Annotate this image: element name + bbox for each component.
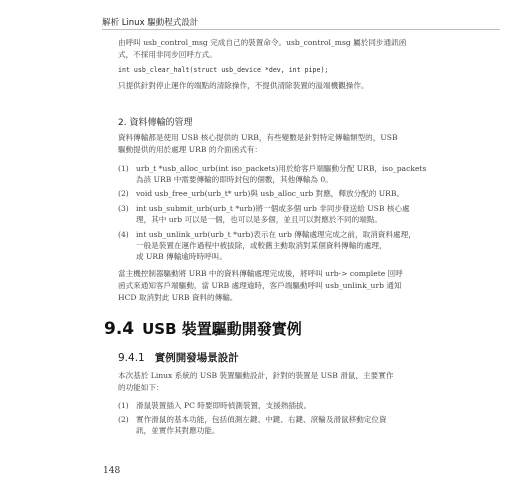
list-line: 或 URB 傳輸逾時時呼叫。 bbox=[136, 252, 227, 261]
list-number: (4) bbox=[118, 230, 129, 239]
list-line: urb_t *usb_alloc_urb(int iso_packets)用於給客戶端驅動分配 URB，iso_packets bbox=[136, 164, 427, 173]
list-line: 一般是裝置在運作過程中被拔除，或較舊主動取消對某個資料傳輸的處理， bbox=[136, 241, 387, 250]
running-title: 解析 Linux 驅動程式設計 bbox=[102, 18, 199, 28]
list-item bbox=[118, 414, 508, 436]
list-item bbox=[118, 203, 508, 225]
list-line: void usb_free_urb(urb_t* urb)與 usb_alloc_urb 對應，釋放分配的 URB。 bbox=[136, 189, 405, 198]
list-item bbox=[118, 400, 508, 411]
list-item bbox=[118, 188, 508, 199]
page-number: 148 bbox=[103, 466, 121, 476]
section2-after-line-3: HCD 取消對此 URB 資料的傳輸。 bbox=[118, 293, 238, 302]
subsection-heading-9-4-1 bbox=[118, 350, 239, 365]
list-number: (1) bbox=[118, 401, 129, 410]
list-line: int usb_submit_urb(urb_t *urb)將一個或多個 urb 非同步發送給 USB 核心處 bbox=[136, 204, 410, 213]
section94-para-line-1: 本次基於 Linux 系統的 USB 裝置驅動設計，針對的裝置是 USB 滑鼠，主要實作 bbox=[118, 371, 394, 380]
intro-line-2: 式，不採用非同步回呼方式。 bbox=[118, 50, 217, 59]
list-item bbox=[118, 163, 508, 185]
subsection-number: 9.4.1 bbox=[118, 352, 145, 364]
intro-line-3: 只提供針對停止運作的端點的清除操作，不提供清除裝置的溢端機觀操作。 bbox=[118, 81, 369, 90]
section2-after-line-2: 函式來通知客戶端驅動，當 URB 處理逾時，客戶端驅動呼叫 usb_unlink_urb 通知 bbox=[118, 281, 402, 290]
section2-after-line-1: 當主機控制器驅動將 URB 中的資料傳輸處理完成後，將呼叫 urb-> complete 回呼 bbox=[118, 269, 403, 278]
list-line: 理，其中 urb 可以是一個，也可以是多個，並且可以對應於不同的端點。 bbox=[136, 215, 383, 224]
code-usb-clear-halt: int usb_clear_halt(struct usb_device *dev, int pipe); bbox=[118, 66, 329, 74]
section94-para-line-2: 的功能如下： bbox=[118, 383, 164, 392]
list-line: 訊，並實作其對應功能。 bbox=[136, 426, 220, 435]
list-item bbox=[118, 229, 508, 262]
section-heading-9-4 bbox=[104, 318, 302, 339]
list-line: 實作滑鼠的基本功能，包括偵測左鍵、中鍵、右鍵、滾輪及滑鼠移動定位資 bbox=[136, 415, 387, 424]
intro-line-1: 由呼叫 usb_control_msg 完成自己的裝置命令。usb_control_msg 屬於同步通訊函 bbox=[118, 38, 407, 47]
section-title: USB 裝置驅動開發實例 bbox=[142, 320, 302, 338]
list-line: 滑鼠裝置插入 PC 時要即時偵測裝置，支援熱插拔。 bbox=[136, 401, 312, 410]
section2-para-line-1: 資料傳輸都是使用 USB 核心提供的 URB，有些變數是針對特定傳輸類型的，USB bbox=[118, 133, 398, 142]
list-number: (2) bbox=[118, 189, 129, 198]
section-number: 9.4 bbox=[104, 319, 135, 339]
list-line: 為該 URB 中需要傳輸的即時封包的個數，其他傳輸為 0。 bbox=[136, 175, 333, 184]
section2-para-line-2: 驅動提供的用於處理 URB 的介面函式有： bbox=[118, 145, 263, 154]
list-number: (2) bbox=[118, 415, 129, 424]
section-heading-data-transfer: 2. 資料傳輸的管理 bbox=[118, 118, 193, 128]
list-line: int usb_unlink_urb(urb_t *urb)表示在 urb 傳輸處理完成之前，取消資料處理， bbox=[136, 230, 416, 239]
header-rule bbox=[102, 29, 500, 30]
list-number: (1) bbox=[118, 164, 129, 173]
subsection-title: 實例開發場景設計 bbox=[154, 352, 239, 364]
list-number: (3) bbox=[118, 204, 129, 213]
